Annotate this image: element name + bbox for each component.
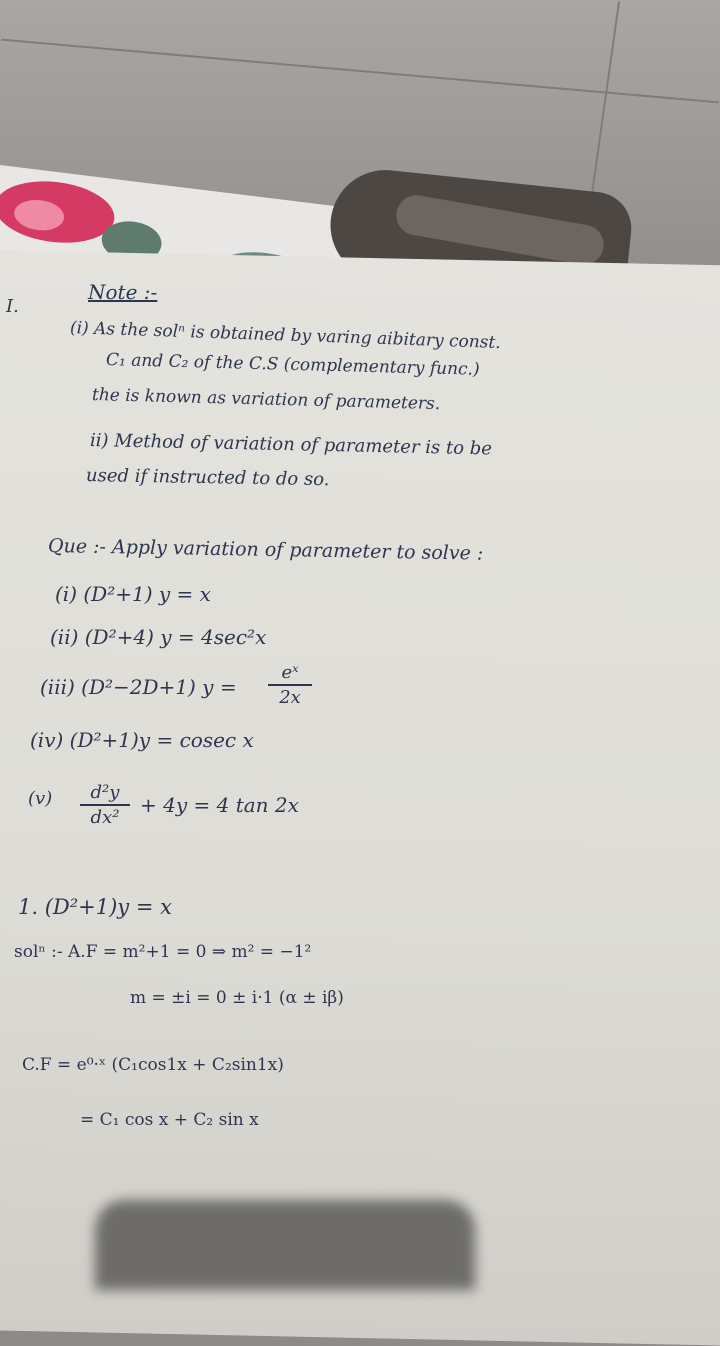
solution-line: m = ±i = 0 ± i·1 (α ± iβ) (130, 988, 344, 1008)
fraction-q3 (268, 662, 312, 708)
note-line: ii) Method of variation of parameter is to be (89, 430, 493, 460)
note-heading: Note :- (88, 280, 158, 304)
question-item: (ii) (D²+4) y = 4sec²x (50, 625, 267, 649)
fraction-bar (268, 684, 312, 686)
solution-line: C.F = e⁰·ˣ (C₁cos1x + C₂sin1x) (22, 1055, 284, 1075)
question-item: + 4y = 4 tan 2x (140, 793, 299, 817)
question-label: (v) (28, 788, 53, 809)
margin-mark: I. (6, 296, 19, 317)
note-line: C₁ and C₂ of the C.S (complementary func.) (105, 350, 480, 380)
fraction-bar (80, 804, 130, 806)
fraction-numerator: eˣ (281, 662, 299, 683)
question-item: (iv) (D²+1)y = cosec x (30, 728, 254, 752)
question-title: Que :- Apply variation of parameter to solve : (47, 535, 484, 565)
solution-problem: 1. (D²+1)y = x (18, 895, 172, 919)
fraction-denominator: dx² (90, 807, 120, 828)
note-line: used if instructed to do so. (85, 465, 330, 491)
note-line: (i) As the solⁿ is obtained by varing aibitary const. (69, 318, 502, 354)
note-line: the is known as variation of parameters. (91, 385, 441, 415)
question-item: (iii) (D²−2D+1) y = (40, 675, 237, 699)
solution-line: = C₁ cos x + C₂ sin x (80, 1110, 259, 1130)
fraction-numerator: d²y (90, 782, 120, 803)
fraction-denominator: 2x (279, 687, 301, 708)
question-item: (i) (D²+1) y = x (55, 582, 211, 606)
phone-shadow (95, 1200, 475, 1290)
solution-line: solⁿ :- A.F = m²+1 = 0 ⇒ m² = −1² (14, 942, 312, 962)
fraction-q5 (80, 782, 130, 828)
